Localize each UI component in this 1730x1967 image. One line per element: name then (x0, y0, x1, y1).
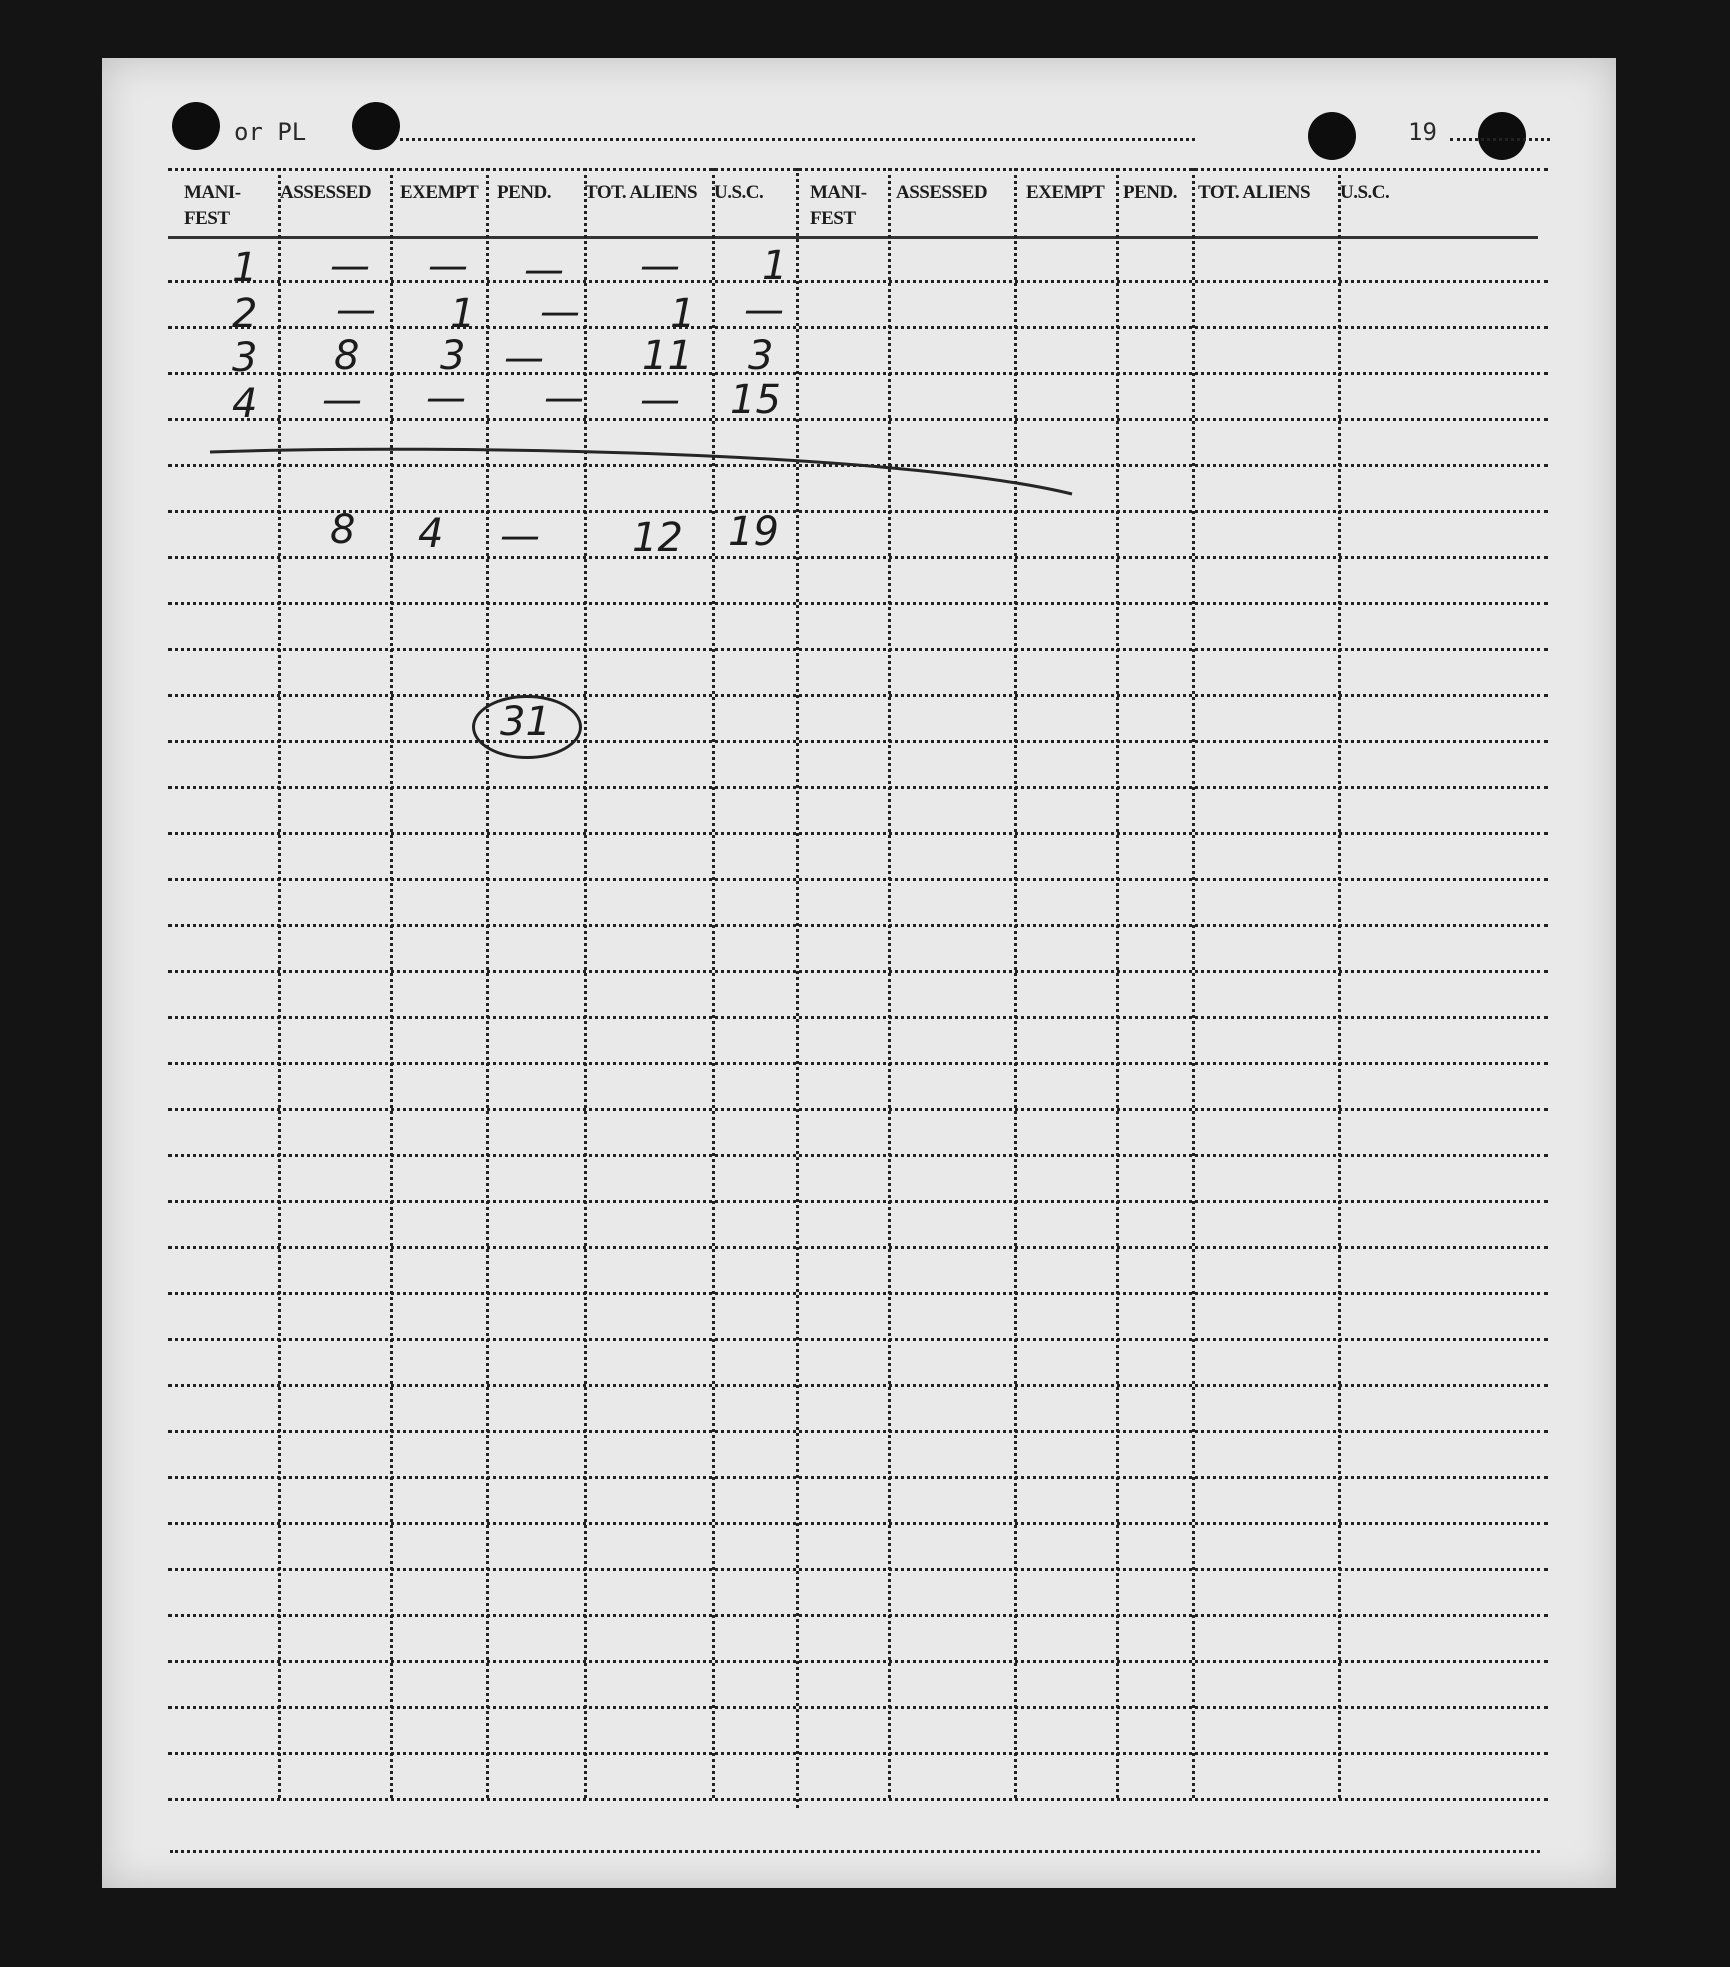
col-usc-left: U.S.C. (714, 182, 764, 203)
col-manifest-line1: MANI- (810, 182, 867, 203)
row1-pend: — (524, 247, 564, 293)
row4-usc: 15 (730, 377, 781, 423)
total-pend: — (500, 513, 540, 559)
col-manifest-line2: FEST (184, 208, 230, 229)
col-exempt-right: EXEMPT (1026, 182, 1105, 203)
row4-tot-aliens: — (640, 377, 680, 423)
row4-manifest: 4 (232, 381, 258, 427)
col-manifest-line1: MANI- (184, 182, 241, 203)
col-pend-right: PEND. (1123, 182, 1177, 203)
col-pend-left: PEND. (497, 182, 551, 203)
row2-pend: — (540, 289, 580, 335)
col-exempt-left: EXEMPT (400, 182, 479, 203)
total-tot-aliens: 12 (632, 515, 683, 561)
col-manifest-line2: FEST (810, 208, 856, 229)
row2-exempt: 1 (450, 291, 476, 337)
row4-exempt: — (426, 375, 466, 421)
row1-assessed: — (330, 243, 370, 289)
col-assessed-left: ASSESSED (280, 182, 372, 203)
row1-exempt: — (428, 243, 468, 289)
row1-manifest: 1 (232, 245, 258, 291)
row2-usc: — (744, 287, 784, 333)
row2-assessed: — (336, 287, 376, 333)
row3-manifest: 3 (232, 335, 258, 381)
col-tot-aliens-right: TOT. ALIENS (1198, 182, 1311, 203)
row3-exempt: 3 (440, 333, 466, 379)
col-tot-aliens-left: TOT. ALIENS (585, 182, 698, 203)
year-prefix: 19 (1408, 118, 1437, 146)
total-exempt: 4 (418, 511, 444, 557)
row2-tot-aliens: 1 (670, 291, 696, 337)
row2-manifest: 2 (232, 291, 258, 337)
row4-pend: — (544, 375, 584, 421)
grand-total: 31 (500, 699, 551, 745)
row3-assessed: 8 (334, 333, 360, 379)
port-prefix: or PL (234, 118, 307, 146)
row3-tot-aliens: 11 (642, 333, 693, 379)
row1-usc: 1 (762, 243, 788, 289)
total-usc: 19 (728, 509, 779, 555)
col-usc-right: U.S.C. (1340, 182, 1390, 203)
row3-pend: — (504, 335, 544, 381)
row4-assessed: — (322, 377, 362, 423)
total-assessed: 8 (330, 507, 356, 553)
row1-tot-aliens: — (640, 243, 680, 289)
row3-usc: 3 (748, 333, 774, 379)
col-assessed-right: ASSESSED (896, 182, 988, 203)
